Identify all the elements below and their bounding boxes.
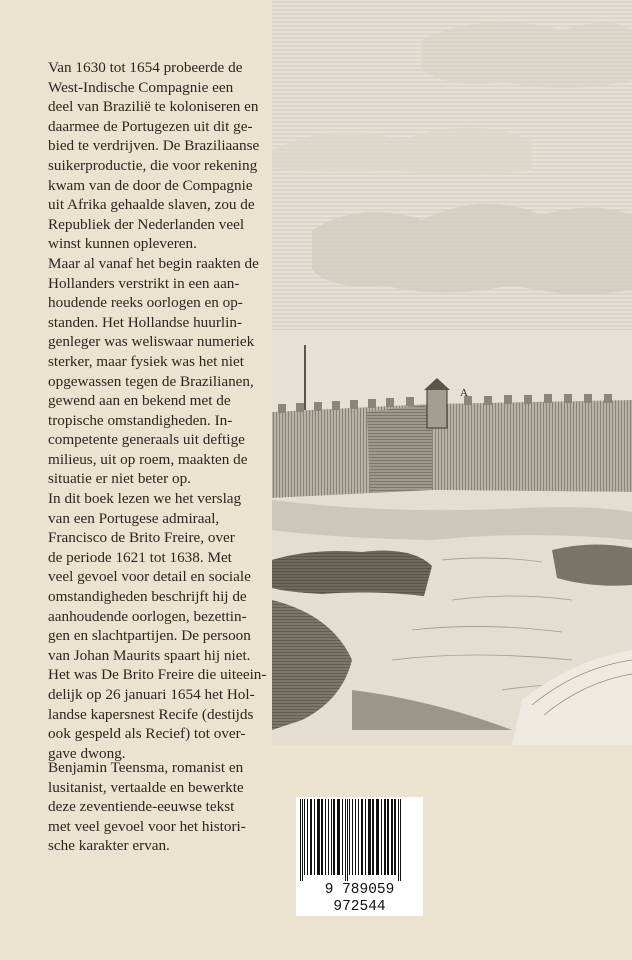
barcode-bars xyxy=(296,797,423,883)
translator-credit: Benjamin Teensma, romanist en lusitanist, vertaalde en bewerkte deze zeventiende-eeuwse tekst met veel gevoel voor het histori- sche karakter ervan. xyxy=(48,759,246,855)
blurb-paragraph-3: In dit boek lezen we het verslag van een Portugese admiraal, Francisco de Brito Freire, over de periode 1621 tot 1638. Met veel gevoel voor detail en sociale omstandigheden beschrijft hij de aanhoudende oorlogen, bezettin- gen en slachtpartijen. De persoon van Johan Maurits spaart hij niet. Het was De Brito Freire die uiteein- delijk op 26 januari 1654 het Hol- landse kapersnest Recife (destijds ook gespeld als Recief) tot over- gave dwong. xyxy=(48,490,267,762)
blurb-paragraph-2: Maar al vanaf het begin raakten de Hollanders verstrikt in een aan- houdende reeks oorlogen en op- standen. Het Hollandse huurlin- genleger was weliswaar numeriek sterker, maar fysiek was het niet opgewassen tegen de Brazilianen, gewend aan en bekend met de tropische omstandigheden. In- competente generaals uit deftige milieus, uit op roem, maakten de situatie er niet beter op. xyxy=(48,254,259,488)
blurb-paragraph-1: Van 1630 tot 1654 probeerde de West-Indische Compagnie een deel van Brazilië te koloniseren en daarmee de Portugezen uit dit ge- bied te verdrijven. De Braziliaanse suikerproductie, die voor rekening kwam van de door de Compagnie uit Afrika gehaalde slaven, zou de Republiek der Nederlanden veel winst kunnen opleveren. xyxy=(48,59,260,253)
marker-label: A xyxy=(460,387,468,399)
fortress-engraving xyxy=(272,0,632,745)
isbn-digits: 9 789059 972544 xyxy=(296,882,423,916)
blurb-text xyxy=(48,58,293,763)
